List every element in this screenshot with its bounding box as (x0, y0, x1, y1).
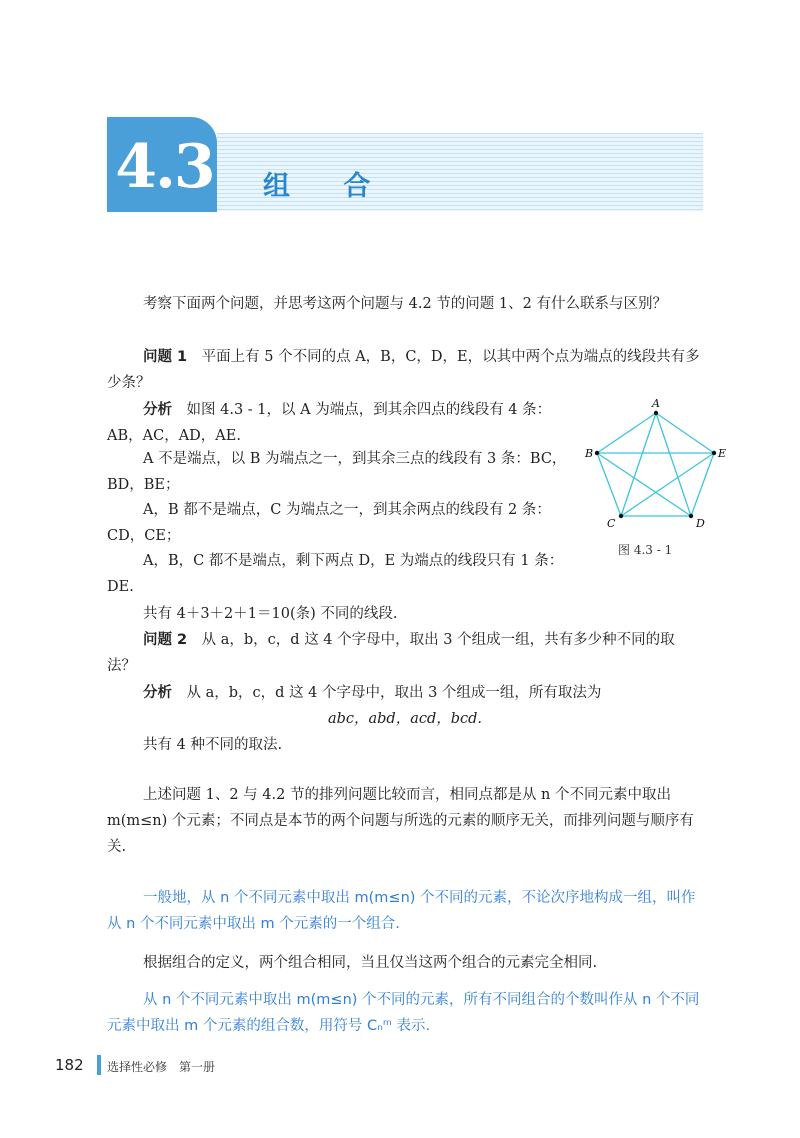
section-number: 4.3 (115, 132, 214, 202)
segment-ce (621, 453, 714, 516)
analysis2-label: 分析 (143, 685, 172, 701)
analysis2-paragraph (107, 680, 703, 706)
figure-caption: 图 4.3 - 1 (618, 543, 673, 557)
segment-ac (621, 413, 656, 516)
analysis2-text: 从 a，b，c，d 这 4 个字母中，取出 3 个组成一组，所有取法为 (186, 685, 602, 701)
label-e: E (718, 447, 727, 460)
problem1-text: 平面上有 5 个不同的点 A，B，C，D，E，以其中两个点为端点的线段共有多少条？ (107, 349, 700, 391)
label-d: D (696, 517, 705, 530)
point-e (712, 451, 716, 455)
problem1-label: 问题 1 (143, 349, 188, 365)
analysis1-line1 (107, 397, 577, 449)
problem1-paragraph (107, 344, 703, 396)
analysis1-text1: 如图 4.3 - 1，以 A 为端点，到其余四点的线段有 4 条：AB，AC，AD，AE. (107, 402, 552, 444)
segment-de (691, 453, 714, 516)
page-number: 182 (55, 1056, 84, 1074)
intro-paragraph: 考察下面两个问题，并思考这两个问题与 4.2 节的问题 1、2 有什么联系与区别？ (143, 296, 667, 312)
point-d (689, 514, 693, 518)
problem2-label: 问题 2 (143, 632, 188, 648)
analysis1-label: 分析 (143, 402, 172, 418)
pentagon-figure (583, 398, 733, 538)
point-c (619, 514, 623, 518)
label-b: B (585, 447, 594, 460)
problem2-paragraph (107, 627, 703, 679)
analysis2-conclusion: 共有 4 种不同的取法. (143, 737, 283, 753)
analysis2-list: abc，abd，acd，bcd. (327, 711, 483, 727)
definition-combination-number: 从 n 个不同元素中取出 m(m≤n) 个不同的元素，所有不同组合的个数叫作从 n 个不同元素中取出 m 个元素的组合数，用符号 Cₙᵐ 表示. (107, 992, 700, 1034)
analysis1-line4: A，B，C 都不是端点，剩下两点 D，E 为端点的线段只有 1 条：DE. (107, 553, 564, 595)
combination-equality-note: 根据组合的定义，两个组合相同，当且仅当这两个组合的元素完全相同. (143, 955, 598, 971)
label-a: A (652, 398, 660, 410)
segment-ad (656, 413, 691, 516)
book-title: 选择性必修 第一册 (107, 1060, 216, 1074)
figure-segments (597, 413, 714, 516)
label-c: C (607, 517, 616, 530)
segment-ab (597, 413, 656, 453)
section-title: 组 合 (263, 171, 393, 202)
segment-bc (597, 453, 621, 516)
segment-ae (656, 413, 714, 453)
point-b (595, 451, 599, 455)
comparison-paragraph: 上述问题 1、2 与 4.2 节的排列问题比较而言，相同点都是从 n 个不同元素中取出 m(m≤n) 个元素；不同点是本节的两个问题与所选的元素的顺序无关，而排列问题与顺序有关. (107, 787, 694, 855)
segment-bd (597, 453, 691, 516)
analysis1-line3: A，B 都不是端点，C 为端点之一，到其余两点的线段有 2 条：CD，CE； (107, 502, 551, 544)
analysis1-total: 共有 4＋3＋2＋1＝10(条) 不同的线段. (143, 606, 398, 622)
problem2-text: 从 a，b，c，d 这 4 个字母中，取出 3 个组成一组，共有多少种不同的取法？ (107, 632, 675, 674)
point-a (654, 411, 658, 415)
definition-combination: 一般地，从 n 个不同元素中取出 m(m≤n) 个不同的元素，不论次序地构成一组，叫作从 n 个不同元素中取出 m 个元素的一个组合. (107, 890, 696, 932)
analysis1-line2: A 不是端点，以 B 为端点之一，到其余三点的线段有 3 条：BC，BD，BE； (107, 451, 567, 493)
footer-bar (97, 1055, 101, 1075)
